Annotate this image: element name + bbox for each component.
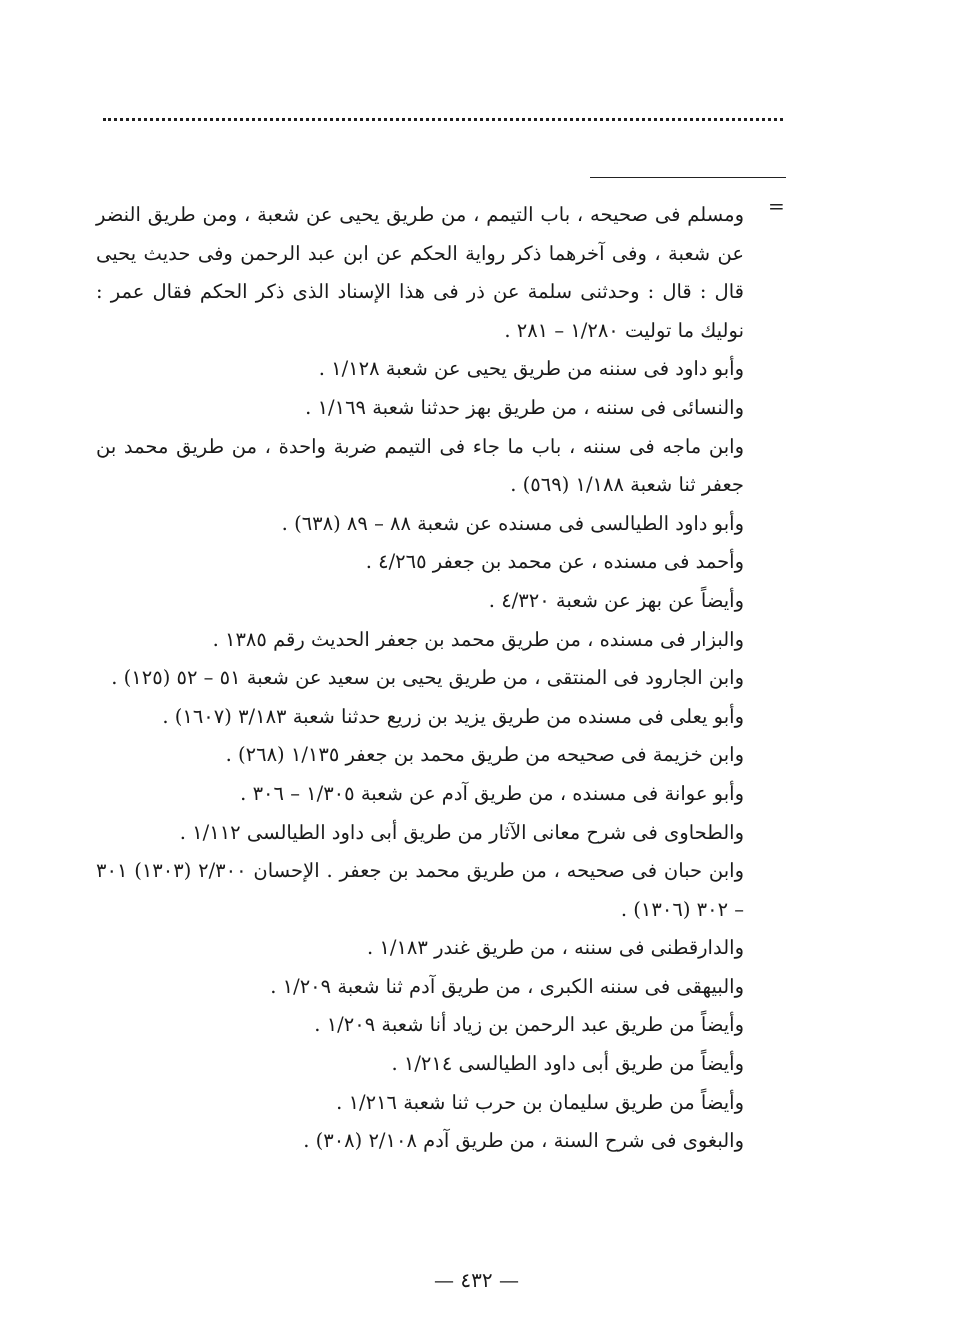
footnote-paragraph: وابن خزيمة فى صحيحه من طريق محمد بن جعفر ١/١٣٥ (٢٦٨) . xyxy=(225,743,744,767)
footnote-paragraph: وأيضاً من طريق عبد الرحمن بن زياد أنا شعبة ١/٢٠٩ . xyxy=(314,1013,744,1037)
footnote-paragraph: والبغوى فى شرح السنة ، من طريق آدم ٢/١٠٨ (٣٠٨) . xyxy=(303,1129,744,1153)
footnote-paragraph: وأبو يعلى فى مسنده من طريق يزيد بن زريع حدثنا شعبة ٣/١٨٣ (١٦٠٧) . xyxy=(162,704,744,728)
footnote-paragraph: وابن الجارود فى المنتقى ، من طريق يحيى بن سعيد عن شعبة ٥١ – ٥٢ (١٢٥) . xyxy=(111,666,744,690)
footnote-paragraph: وأبو داود الطيالسى فى مسنده عن شعبة ٨٨ – ٨٩ (٦٣٨) . xyxy=(281,511,744,535)
footnote-paragraph: والدارقطنى فى سننه ، من طريق غندر ١/١٨٣ . xyxy=(367,936,744,960)
footnote-paragraph: والطحاوى فى شرح معانى الآثار من طريق أبى داود الطيالسى ١/١١٢ . xyxy=(179,820,744,844)
footnote-separator-dotted xyxy=(103,118,783,121)
footnote-paragraph: والنسائى فى سننه ، من طريق بهز حدثنا شعبة ١/١٦٩ . xyxy=(305,395,744,419)
footnote-paragraph: والبزار فى مسنده ، من طريق محمد بن جعفر الحديث رقم ١٣٨٥ . xyxy=(212,627,744,651)
footnote-paragraph: وأبو عوانة فى مسنده ، من طريق آدم عن شعبة ١/٣٠٥ – ٣٠٦ . xyxy=(240,781,744,805)
page-number: — ٤٣٢ — xyxy=(434,1268,519,1292)
footnote-paragraph: وابن حبان فى صحيحه ، من طريق محمد بن جعفر . الإحسان ٢/٣٠٠ (١٣٠٣) ٣٠١ – ٣٠٢ (١٣٠٦) . xyxy=(96,859,744,921)
footnote-paragraph: ومسلم فى صحيحه ، باب التيمم ، من طريق يحيى عن شعبة ، ومن طريق النضر عن شعبة ، وفى آخرهما ذكر رواية الحكم عن ابن عبد الرحمن وفى حديث يحيى قال : قال : وحدثنى سلمة عن ذر فى هذا الإسناد الذى ذكر الحكم فقال عمر : نوليك ما توليت ١/٢٨٠ – ٢٨١ . xyxy=(96,203,744,342)
footnote-paragraph: وأحمد فى مسنده ، عن محمد بن جعفر ٤/٢٦٥ . xyxy=(365,550,744,574)
continuation-mark: = xyxy=(768,194,785,218)
footnote-body xyxy=(96,196,744,1161)
footnote-paragraph: وأيضاً عن بهز عن شعبة ٤/٣٢٠ . xyxy=(488,588,744,612)
footnote-paragraph: والبيهقى فى سننه الكبرى ، من طريق آدم ثنا شعبة ١/٢٠٩ . xyxy=(270,974,744,998)
footnote-paragraph: وأيضاً من طريق سليمان بن حرب ثنا شعبة ١/٢١٦ . xyxy=(336,1090,744,1114)
footnote-paragraph: وابن ماجه فى سننه ، باب ما جاء فى التيمم ضربة واحدة ، من طريق محمد بن جعفر ثنا شعبة ١/١٨٨ (٥٦٩) . xyxy=(96,434,744,497)
footnote-paragraph: وأيضاً من طريق أبى داود الطيالسى ١/٢١٤ . xyxy=(391,1052,744,1076)
footnote-separator-line xyxy=(590,177,786,178)
footnote-paragraph: وأبو داود فى سننه من طريق يحيى عن شعبة ١/١٢٨ . xyxy=(318,357,744,381)
